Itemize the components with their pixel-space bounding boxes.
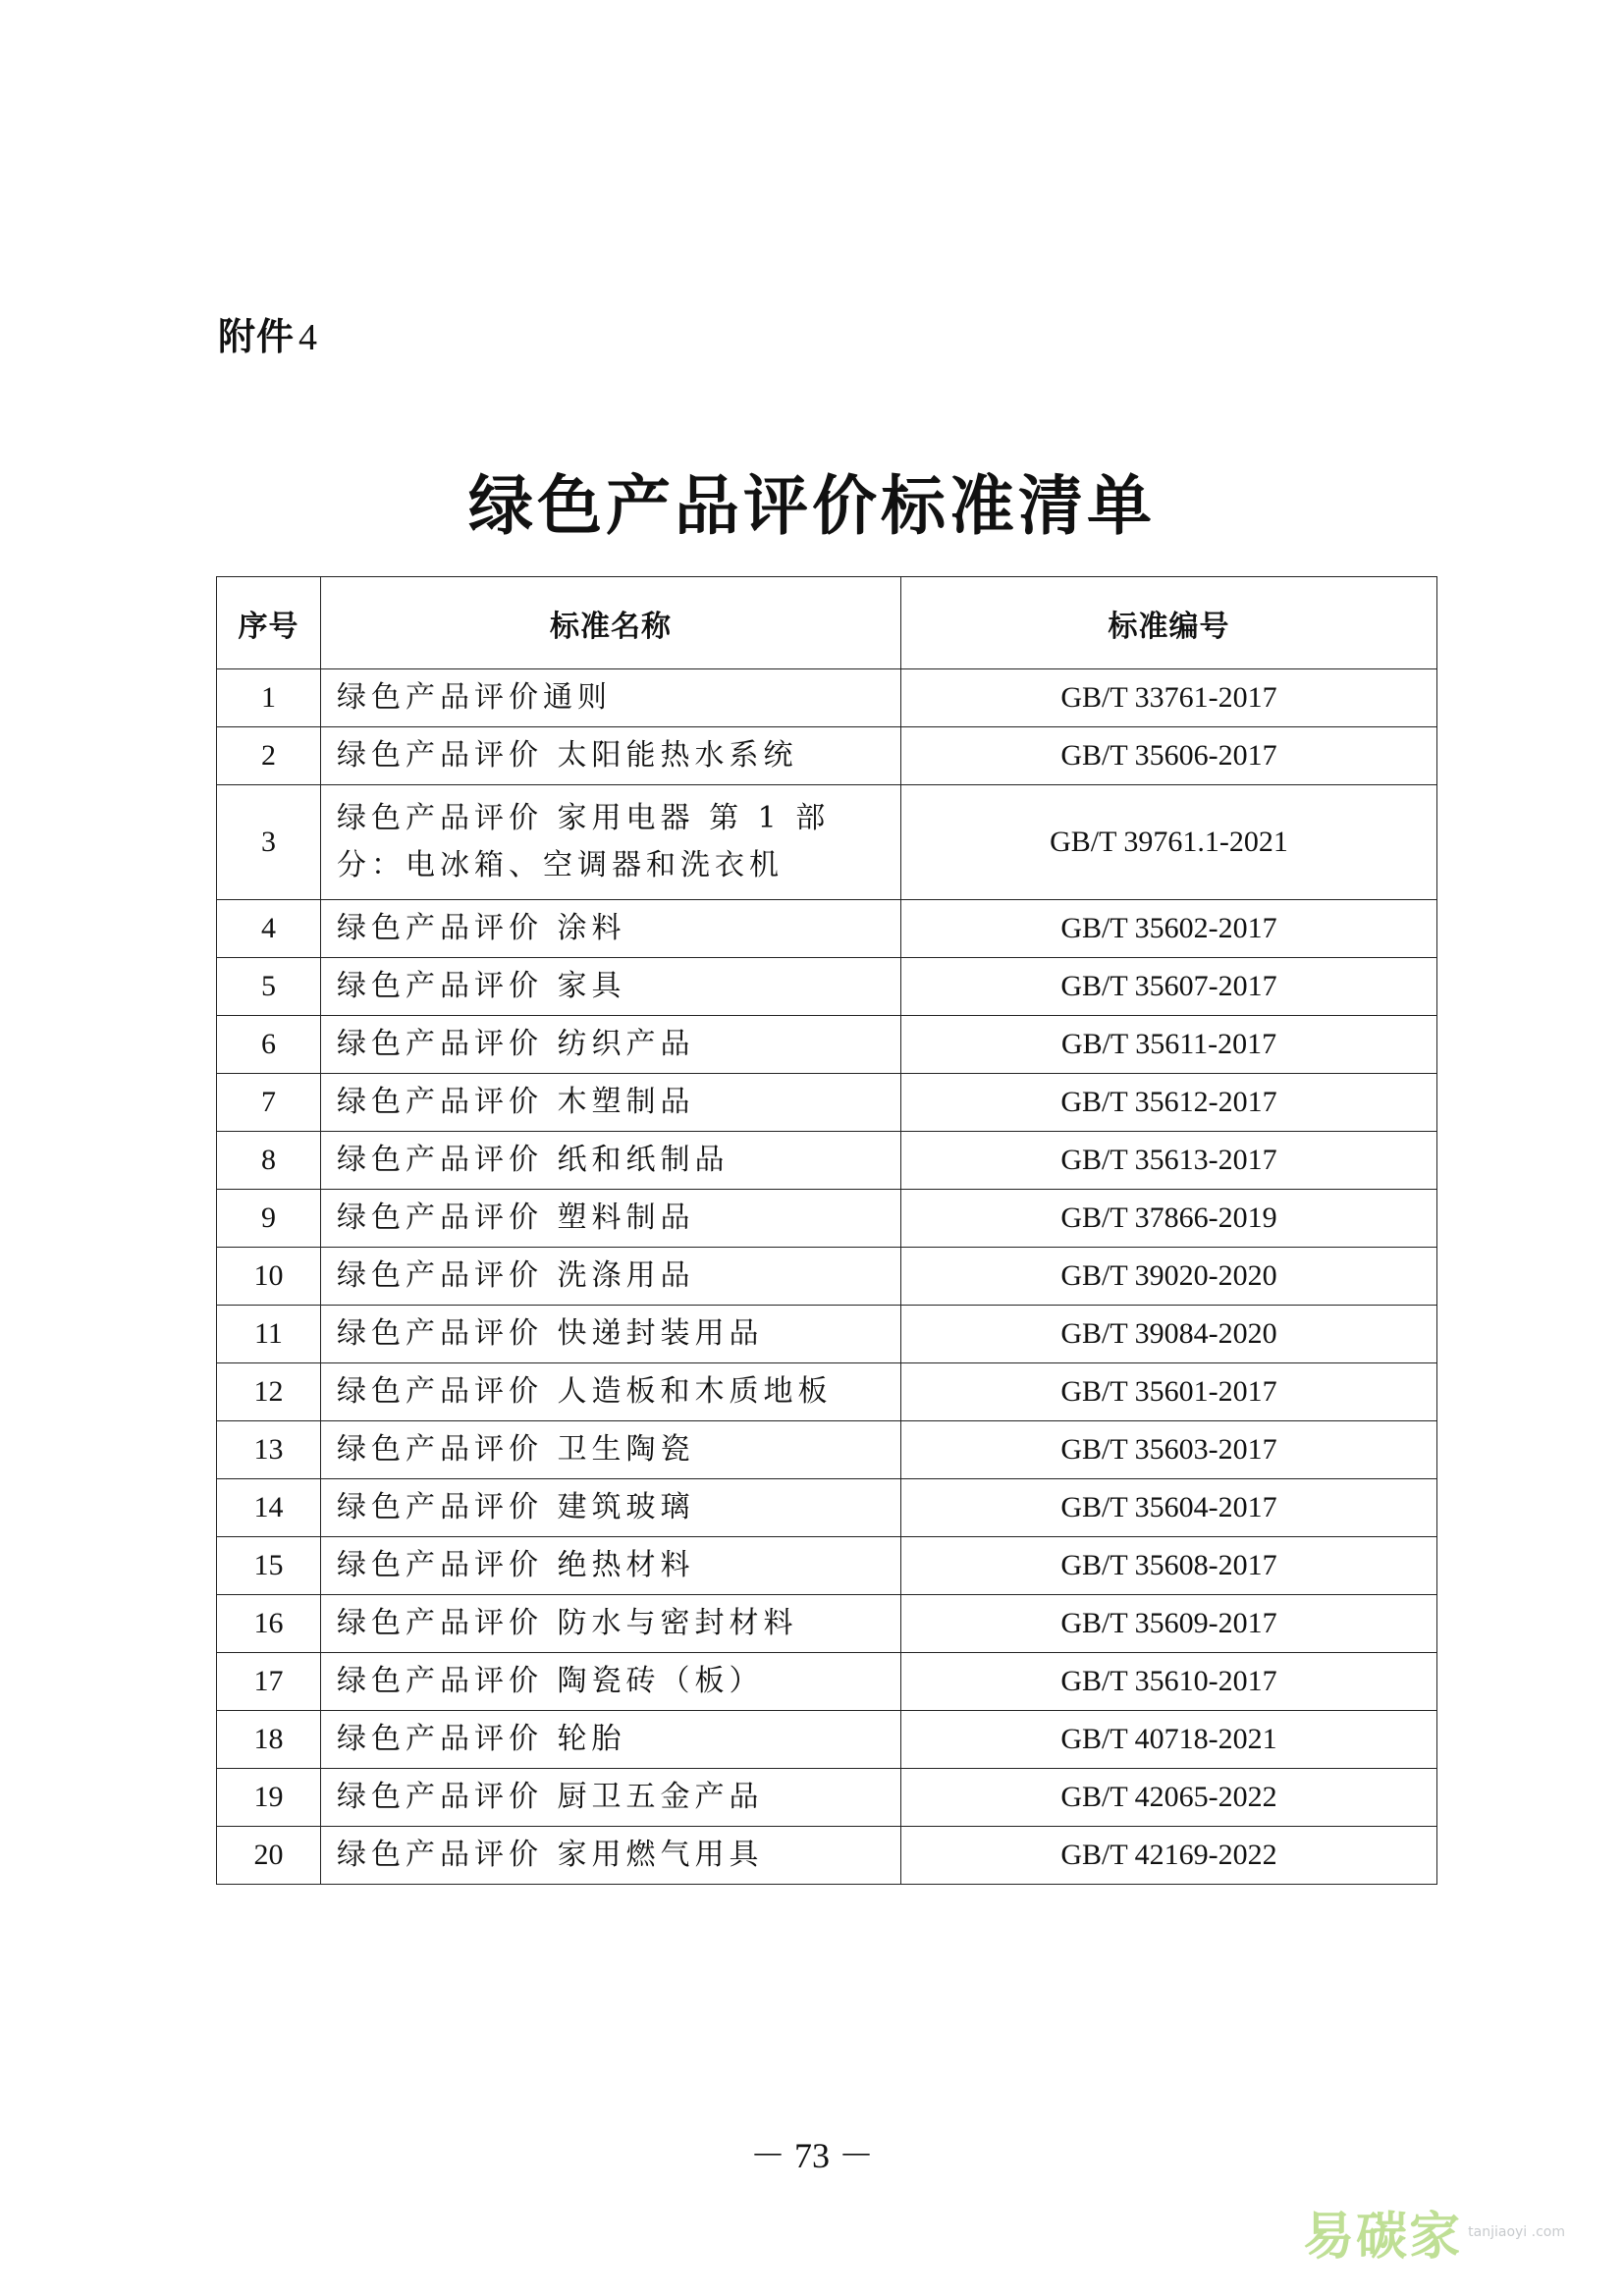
row-standard-name: 绿色产品评价 木塑制品: [321, 1074, 901, 1132]
table-row: [217, 1363, 1437, 1421]
table-row: [217, 1827, 1437, 1885]
row-standard-code: GB/T 35601-2017: [901, 1363, 1437, 1421]
row-number: 2: [217, 727, 321, 785]
table-row: [217, 1248, 1437, 1306]
row-standard-code: GB/T 39020-2020: [901, 1248, 1437, 1306]
row-number: 11: [217, 1306, 321, 1363]
row-number: 19: [217, 1769, 321, 1827]
row-number: 6: [217, 1016, 321, 1074]
row-standard-name: 绿色产品评价 洗涤用品: [321, 1248, 901, 1306]
row-standard-name: 绿色产品评价通则: [321, 669, 901, 727]
row-number: 15: [217, 1537, 321, 1595]
attachment-label: [218, 306, 318, 360]
page-title: 绿色产品评价标准清单: [468, 467, 1156, 544]
row-number: 12: [217, 1363, 321, 1421]
row-standard-code: GB/T 35610-2017: [901, 1653, 1437, 1711]
row-standard-code: GB/T 35603-2017: [901, 1421, 1437, 1479]
row-standard-code: GB/T 35611-2017: [901, 1016, 1437, 1074]
row-standard-name: 绿色产品评价 塑料制品: [321, 1190, 901, 1248]
watermark-logo: [1303, 2195, 1565, 2269]
row-standard-name: 绿色产品评价 卫生陶瓷: [321, 1421, 901, 1479]
row-standard-code: GB/T 35604-2017: [901, 1479, 1437, 1537]
row-number: 16: [217, 1595, 321, 1653]
row-number: 14: [217, 1479, 321, 1537]
header-code: 标准编号: [901, 577, 1437, 669]
row-standard-name: 绿色产品评价 纸和纸制品: [321, 1132, 901, 1190]
row-number: 10: [217, 1248, 321, 1306]
table-header-row: [217, 577, 1437, 669]
row-standard-code: GB/T 39084-2020: [901, 1306, 1437, 1363]
row-number: 13: [217, 1421, 321, 1479]
row-standard-name: 绿色产品评价 快递封装用品: [321, 1306, 901, 1363]
header-name: 标准名称: [321, 577, 901, 669]
watermark-text: 易碳家: [1303, 2208, 1463, 2267]
attachment-label-text: 附件: [218, 315, 296, 358]
table-row: [217, 1537, 1437, 1595]
row-number: 17: [217, 1653, 321, 1711]
standards-table: [216, 576, 1437, 1885]
row-standard-code: GB/T 35607-2017: [901, 958, 1437, 1016]
row-standard-name: 绿色产品评价 建筑玻璃: [321, 1479, 901, 1537]
row-standard-code: GB/T 33761-2017: [901, 669, 1437, 727]
table-row: [217, 1016, 1437, 1074]
row-number: 5: [217, 958, 321, 1016]
row-standard-code: GB/T 42065-2022: [901, 1769, 1437, 1827]
row-standard-name: 绿色产品评价 陶瓷砖（板）: [321, 1653, 901, 1711]
row-standard-name: 绿色产品评价 绝热材料: [321, 1537, 901, 1595]
row-standard-code: GB/T 37866-2019: [901, 1190, 1437, 1248]
table-body: [217, 669, 1437, 1885]
row-standard-name: 绿色产品评价 厨卫五金产品: [321, 1769, 901, 1827]
row-number: 18: [217, 1711, 321, 1769]
row-standard-code: GB/T 35609-2017: [901, 1595, 1437, 1653]
row-standard-name: 绿色产品评价 防水与密封材料: [321, 1595, 901, 1653]
attachment-number: 4: [298, 317, 319, 358]
table-row: [217, 727, 1437, 785]
table-row: [217, 1421, 1437, 1479]
table-row: [217, 1711, 1437, 1769]
row-standard-name: 绿色产品评价 太阳能热水系统: [321, 727, 901, 785]
row-standard-code: GB/T 35612-2017: [901, 1074, 1437, 1132]
header-no: 序号: [217, 577, 321, 669]
row-standard-code: GB/T 40718-2021: [901, 1711, 1437, 1769]
row-number: 1: [217, 669, 321, 727]
row-standard-name: 绿色产品评价 轮胎: [321, 1711, 901, 1769]
table-row: [217, 669, 1437, 727]
row-number: 20: [217, 1827, 321, 1885]
page-number: － 73 －: [749, 2136, 874, 2175]
row-standard-name: 绿色产品评价 家具: [321, 958, 901, 1016]
row-standard-code: GB/T 35613-2017: [901, 1132, 1437, 1190]
row-standard-name: 绿色产品评价 涂料: [321, 900, 901, 958]
table-row: [217, 1074, 1437, 1132]
table-row: [217, 1769, 1437, 1827]
row-standard-code: GB/T 35608-2017: [901, 1537, 1437, 1595]
row-standard-code: GB/T 35606-2017: [901, 727, 1437, 785]
row-standard-name: 绿色产品评价 纺织产品: [321, 1016, 901, 1074]
row-number: 7: [217, 1074, 321, 1132]
table-row: [217, 900, 1437, 958]
table-row: [217, 1595, 1437, 1653]
table-row: [217, 1132, 1437, 1190]
table-row: [217, 1479, 1437, 1537]
row-standard-code: GB/T 35602-2017: [901, 900, 1437, 958]
table-row: [217, 1653, 1437, 1711]
row-standard-code: GB/T 39761.1-2021: [901, 785, 1437, 900]
row-standard-name: 绿色产品评价 人造板和木质地板: [321, 1363, 901, 1421]
row-number: 4: [217, 900, 321, 958]
row-standard-name: 绿色产品评价 家用燃气用具: [321, 1827, 901, 1885]
row-number: 8: [217, 1132, 321, 1190]
row-number: 3: [217, 785, 321, 900]
row-standard-code: GB/T 42169-2022: [901, 1827, 1437, 1885]
table-row: [217, 1190, 1437, 1248]
watermark-sub: tanjiaoyi .com: [1468, 2223, 1565, 2240]
row-number: 9: [217, 1190, 321, 1248]
table-row: [217, 958, 1437, 1016]
table-row: [217, 1306, 1437, 1363]
row-standard-name: 绿色产品评价 家用电器 第 1 部分：电冰箱、空调器和洗衣机: [321, 785, 901, 900]
table-row: [217, 785, 1437, 900]
